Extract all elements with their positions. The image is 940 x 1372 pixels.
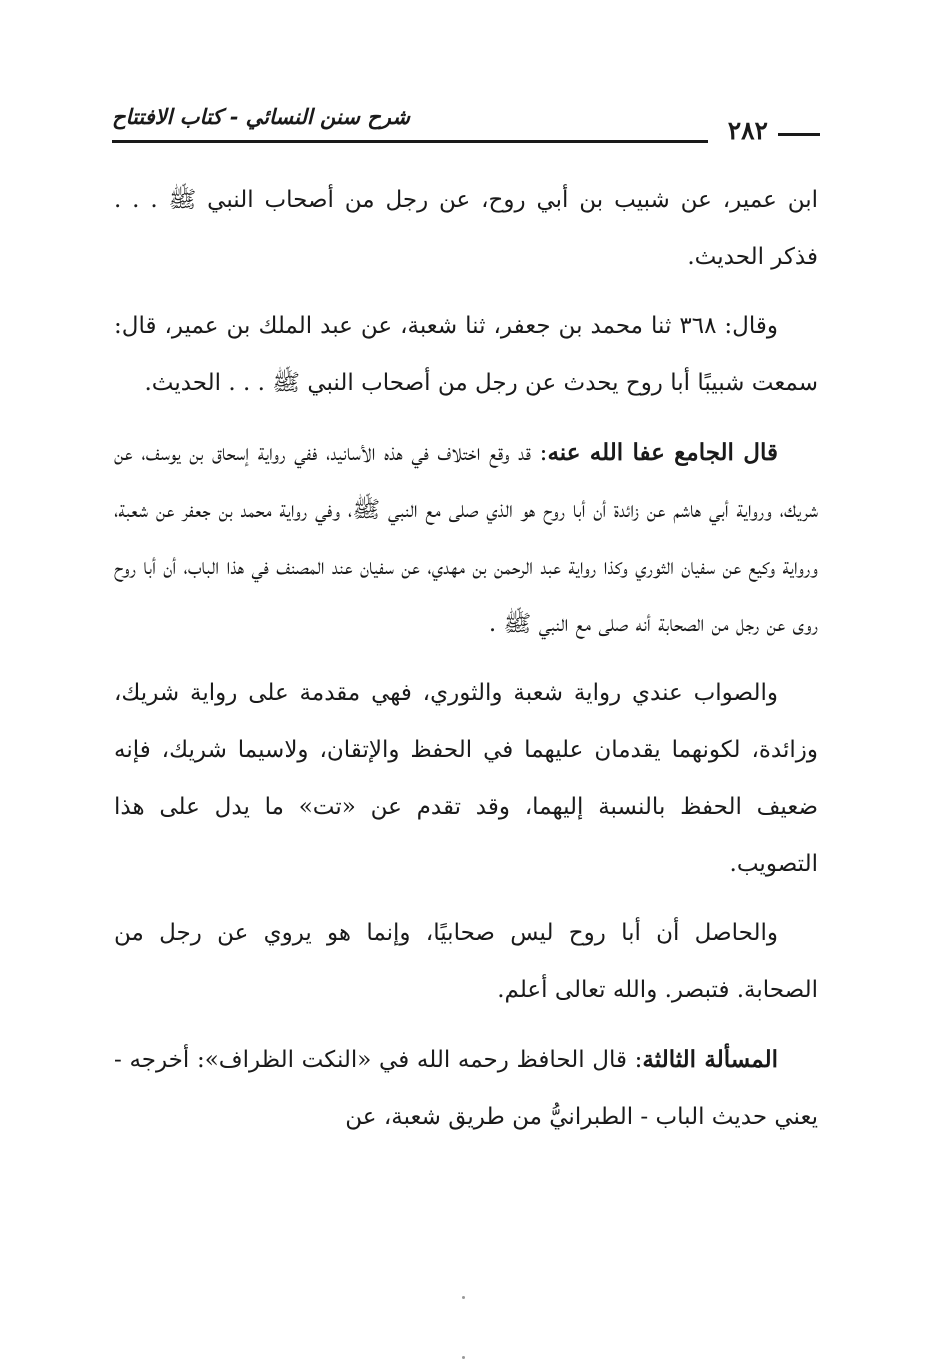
header-title: شرح سنن النسائي - كتاب الافتتاح: [112, 104, 410, 129]
paragraph-lead: المسألة الثالثة: [642, 1046, 778, 1073]
paragraph: [114, 172, 818, 286]
paragraph-text: والصواب عندي رواية شعبة والثوري، فهي مقدمة على رواية شريك، وزائدة، لكونهما يقدمان عليهما في الحفظ والإتقان، ولاسيما شريك، فإنه ضعيف الحفظ بالنسبة إليهما، وقد تقدم عن «تت» ما يدل على هذا التصويب.: [114, 680, 818, 877]
paragraph-text: ابن عمير، عن شبيب بن أبي روح، عن رجل من أصحاب النبي ﷺ . . . فذكر الحديث.: [114, 187, 818, 270]
paragraph: [114, 298, 818, 412]
paragraph: [114, 665, 818, 893]
scan-speck: [462, 1356, 465, 1359]
paragraph-lead: قال الجامع عفا الله عنه: [547, 439, 778, 466]
paragraph-text: : قال الحافظ رحمه الله في «النكت الظراف»: أخرجه - يعني حديث الباب - الطبرانيُّ من طريق شعبة، عن: [114, 1047, 818, 1130]
body-text: [114, 172, 818, 1158]
running-header: [112, 100, 820, 148]
header-rule: [112, 140, 708, 143]
paragraph: [114, 424, 818, 653]
paragraph-text: : قد وقع اختلاف في هذه الأسانيد، ففي رواية إسحاق بن يوسف، عن شريك، ورواية أبي هاشم عن زائدة أن أبا روح هو الذي صلى مع النبي ﷺ، وفي رواية محمد بن جعفر عن شعبة، ورواية وكيع عن سفيان الثوري وكذا رواية عبد الرحمن بن مهدي، عن سفيان عند المصنف في هذا الباب، أن أبا روح روى عن رجل من الصحابة أنه صلى مع النبي ﷺ .: [114, 440, 818, 637]
paragraph-text: وقال: ٣٦٨ ثنا محمد بن جعفر، ثنا شعبة، عن عبد الملك بن عمير، قال: سمعت شبيبًا أبا روح يحدث عن رجل من أصحاب النبي ﷺ . . . الحديث.: [114, 313, 818, 396]
paragraph: [114, 1031, 818, 1146]
page-number-dash: [778, 133, 820, 136]
page-number: ٢٨٢: [727, 116, 768, 145]
paragraph: [114, 905, 818, 1019]
scan-speck: [462, 1296, 465, 1299]
paragraph-text: والحاصل أن أبا روح ليس صحابيًا، وإنما هو يروي عن رجل من الصحابة. فتبصر. والله تعالى أعلم.: [114, 920, 818, 1003]
